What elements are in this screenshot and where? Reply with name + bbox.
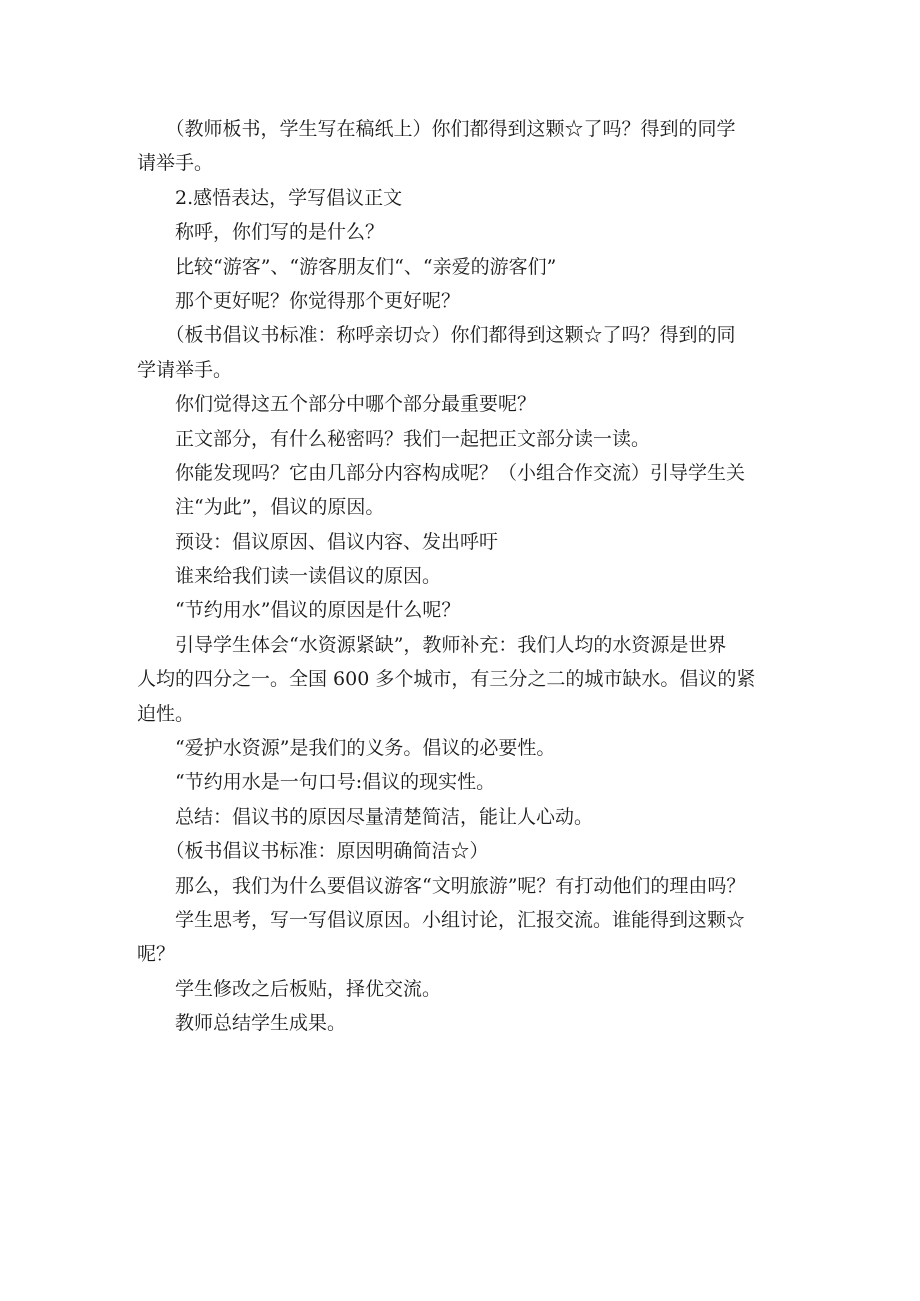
- text-line: 请举手。: [137, 152, 214, 175]
- text-line: （板书倡议书标准：称呼亲切☆）你们都得到这颗☆了吗？得到的同: [137, 324, 736, 347]
- text-line: （教师板书，学生写在稿纸上）你们都得到这颗☆了吗？得到的同学: [137, 118, 736, 140]
- text-line: 教师总结学生成果。: [137, 1012, 347, 1035]
- text-line: 注“为此”，倡议的原因。: [137, 496, 385, 519]
- text-line: “节约用水”倡议的原因是什么呢？: [137, 599, 461, 622]
- text-line: 比较“游客”、“游客朋友们“、“亲爱的游客们”: [137, 255, 557, 278]
- text-line: 引导学生体会“水资源紧缺”，教师补充：我们人均的水资源是世界: [137, 633, 727, 656]
- text-line: 正文部分，有什么秘密吗？我们一起把正文部分读一读。: [137, 427, 651, 450]
- text-line: “爱护水资源”是我们的义务。倡议的必要性。: [137, 737, 556, 760]
- text-line: 你能发现吗？它由几部分内容构成呢？（小组合作交流）引导学生关: [137, 461, 746, 484]
- text-line: 那么，我们为什么要倡议游客“文明旅游”呢？有打动他们的理由吗？: [137, 874, 746, 897]
- text-line: 学生修改之后板贴，择优交流。: [137, 977, 442, 1000]
- text-line: 学请举手。: [137, 358, 233, 381]
- text-line: 你们觉得这五个部分中哪个部分最重要呢？: [137, 393, 537, 416]
- text-line: “节约用水是一句口号:倡议的现实性。: [137, 771, 496, 794]
- text-line: 呢？: [137, 943, 176, 966]
- text-line: （板书倡议书标准：原因明确简洁☆）: [137, 840, 489, 863]
- text-line: 那个更好呢？你觉得那个更好呢？: [137, 289, 461, 312]
- text-line: 迫性。: [137, 702, 195, 725]
- document-body: [137, 112, 797, 1041]
- text-line: 谁来给我们读一读倡议的原因。: [137, 565, 442, 588]
- text-line: 总结：倡议书的原因尽量清楚简洁，能让人心动。: [137, 805, 594, 828]
- text-line: 人均的四分之一。全国 600 多个城市，有三分之二的城市缺水。倡议的紧: [137, 668, 756, 691]
- text-line: 称呼，你们写的是什么？: [137, 221, 385, 244]
- section-heading: 2.感悟表达，学写倡议正文: [137, 186, 403, 209]
- text-line: 学生思考，写一写倡议原因。小组讨论，汇报交流。谁能得到这颗☆: [137, 908, 746, 931]
- text-line: 预设：倡议原因、倡议内容、发出呼吁: [137, 530, 499, 553]
